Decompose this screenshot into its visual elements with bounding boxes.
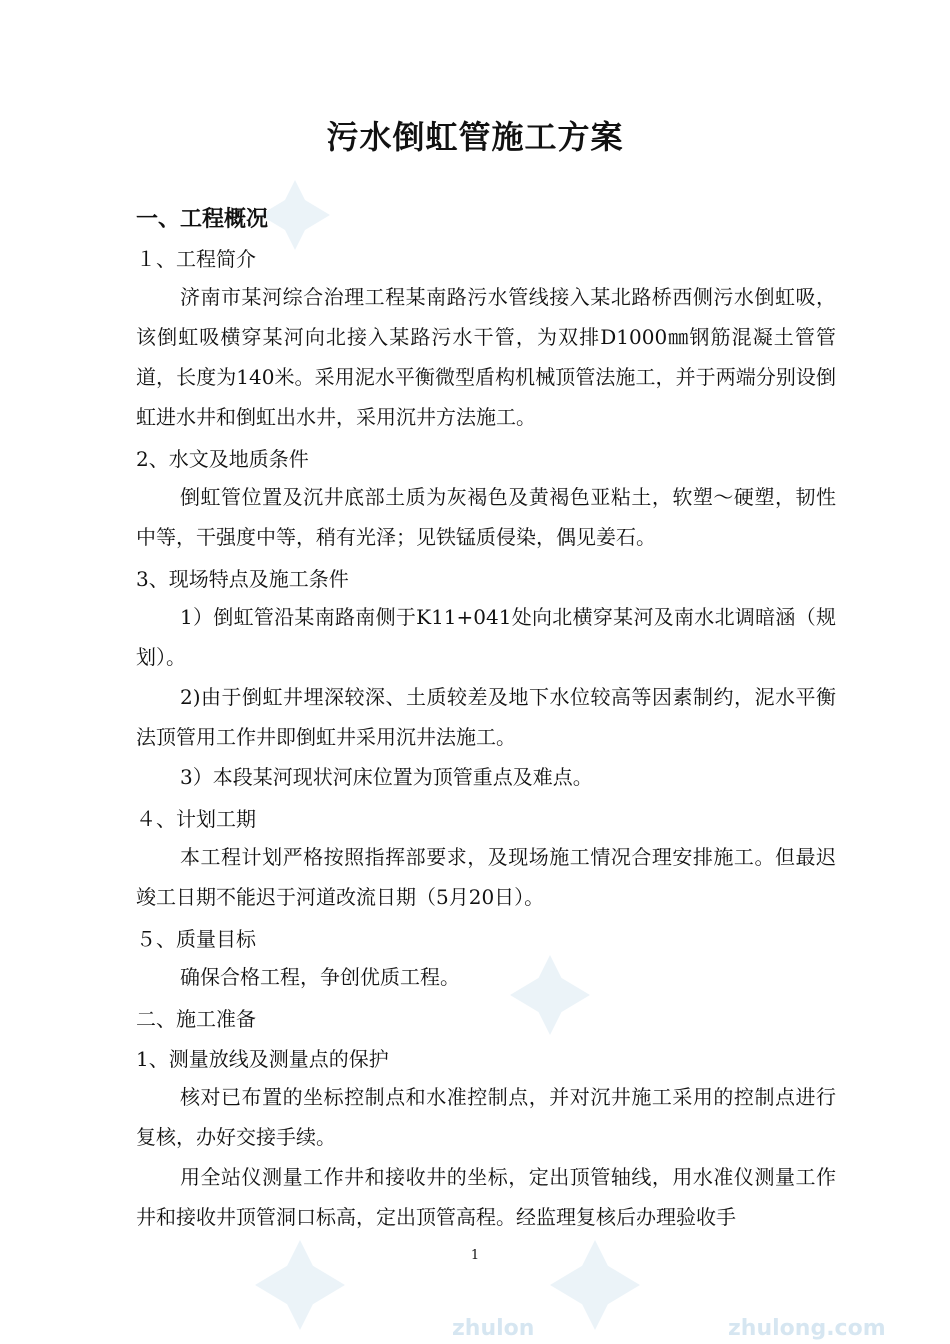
document-title: 污水倒虹管施工方案 bbox=[326, 118, 624, 156]
paragraph-1-3b: 2)由于倒虹井埋深较深、土质较差及地下水位较高等因素制约，泥水平衡法顶管用工作井即倒虹井采用沉井法施工。 bbox=[136, 685, 836, 749]
watermark-text-left: zhulon bbox=[452, 1316, 535, 1341]
section-heading-2: 二、施工准备 bbox=[136, 1007, 256, 1031]
paragraph-2-2: 用全站仪测量工作井和接收井的坐标，定出顶管轴线，用水准仪测量工作井和接收井顶管洞口标高，定出顶管高程。经监理复核后办理验收手 bbox=[136, 1165, 836, 1229]
watermark-logo-icon bbox=[260, 180, 330, 250]
page-number: 1 bbox=[470, 1248, 480, 1263]
subheading-1-2: 2、水文及地质条件 bbox=[136, 447, 309, 471]
subheading-1-1: １、工程简介 bbox=[136, 247, 256, 271]
paragraph-2-1: 核对已布置的坐标控制点和水准控制点，并对沉井施工采用的控制点进行复核，办好交接手续。 bbox=[136, 1085, 836, 1149]
subheading-2-1: 1、测量放线及测量点的保护 bbox=[136, 1047, 389, 1071]
subheading-1-3: 3、现场特点及施工条件 bbox=[136, 567, 349, 591]
section-heading-1: 一、工程概况 bbox=[136, 207, 269, 232]
watermark-text-right: zhulong.com bbox=[728, 1316, 886, 1341]
paragraph-1-5: 确保合格工程，争创优质工程。 bbox=[180, 965, 460, 989]
subheading-1-4: ４、计划工期 bbox=[136, 807, 256, 831]
paragraph-1-3c: 3）本段某河现状河床位置为顶管重点及难点。 bbox=[180, 765, 593, 789]
paragraph-1-2: 倒虹管位置及沉井底部土质为灰褐色及黄褐色亚粘土，软塑～硬塑，韧性中等，干强度中等，稍有光泽；见铁锰质侵染，偶见姜石。 bbox=[136, 485, 836, 549]
paragraph-1-4: 本工程计划严格按照指挥部要求，及现场施工情况合理安排施工。但最迟竣工日期不能迟于河道改流日期（5月20日）。 bbox=[136, 845, 836, 909]
paragraph-1-1: 济南市某河综合治理工程某南路污水管线接入某北路桥西侧污水倒虹吸，该倒虹吸横穿某河向北接入某路污水干管，为双排D1000㎜钢筋混凝土管管道，长度为140米。采用泥水平衡微型盾构机械顶管法施工，并于两端分别设倒虹进水井和倒虹出水井，采用沉井方法施工。 bbox=[136, 285, 836, 429]
paragraph-1-3a: 1）倒虹管沿某南路南侧于K11+041处向北横穿某河及南水北调暗涵（规划）。 bbox=[136, 605, 836, 669]
subheading-1-5: ５、质量目标 bbox=[136, 927, 256, 951]
